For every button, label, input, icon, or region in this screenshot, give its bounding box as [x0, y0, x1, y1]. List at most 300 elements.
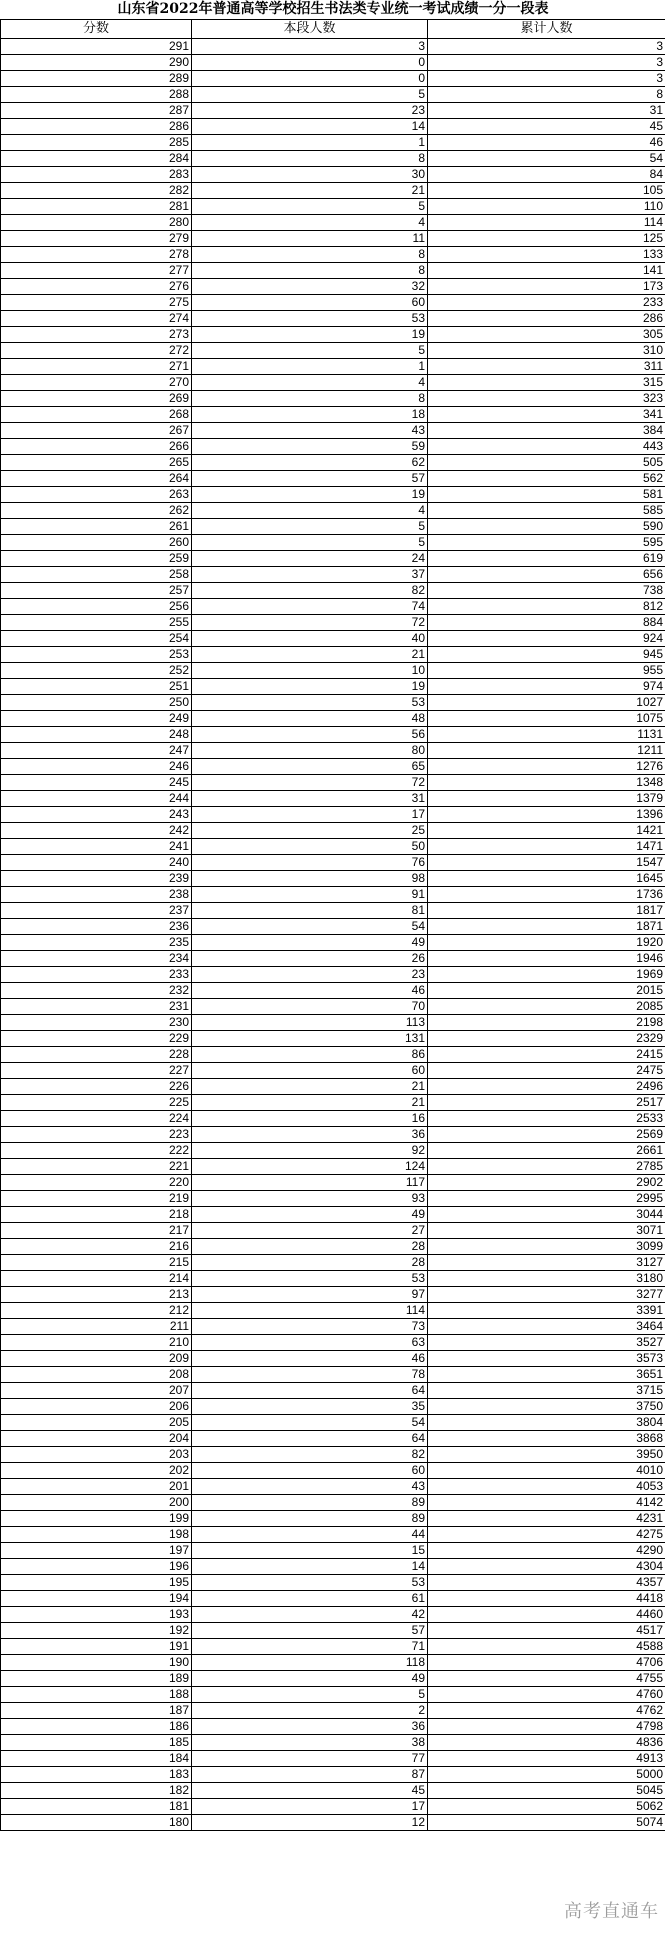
table-row	[1, 1015, 665, 1031]
cumulative-count-cell: 1396	[428, 807, 665, 823]
table-row	[1, 423, 665, 439]
segment-count-cell: 14	[192, 1559, 428, 1575]
score-cell: 183	[1, 1767, 192, 1783]
segment-count-cell: 45	[192, 1783, 428, 1799]
score-cell: 203	[1, 1447, 192, 1463]
cumulative-count-cell: 1969	[428, 967, 665, 983]
cumulative-count-cell: 4836	[428, 1735, 665, 1751]
segment-count-cell: 80	[192, 743, 428, 759]
segment-count-cell: 56	[192, 727, 428, 743]
table-row	[1, 1623, 665, 1639]
segment-count-cell: 12	[192, 1815, 428, 1831]
table-row	[1, 1175, 665, 1191]
cumulative-count-cell: 4275	[428, 1527, 665, 1543]
table-row	[1, 1703, 665, 1719]
segment-count-cell: 50	[192, 839, 428, 855]
score-cell: 236	[1, 919, 192, 935]
segment-count-cell: 25	[192, 823, 428, 839]
table-row	[1, 583, 665, 599]
cumulative-count-cell: 31	[428, 103, 665, 119]
segment-count-cell: 1	[192, 359, 428, 375]
cumulative-count-cell: 384	[428, 423, 665, 439]
table-row	[1, 839, 665, 855]
score-cell: 188	[1, 1687, 192, 1703]
cumulative-count-cell: 3044	[428, 1207, 665, 1223]
segment-count-cell: 92	[192, 1143, 428, 1159]
table-row	[1, 791, 665, 807]
cumulative-count-cell: 3573	[428, 1351, 665, 1367]
segment-count-cell: 4	[192, 375, 428, 391]
table-row	[1, 1191, 665, 1207]
segment-count-cell: 19	[192, 679, 428, 695]
table-row	[1, 375, 665, 391]
segment-count-cell: 28	[192, 1239, 428, 1255]
table-row	[1, 1527, 665, 1543]
score-cell: 262	[1, 503, 192, 519]
score-cell: 185	[1, 1735, 192, 1751]
table-row	[1, 487, 665, 503]
score-cell: 225	[1, 1095, 192, 1111]
cumulative-count-cell: 2085	[428, 999, 665, 1015]
cumulative-count-cell: 1547	[428, 855, 665, 871]
table-row	[1, 1639, 665, 1655]
cumulative-count-cell: 54	[428, 151, 665, 167]
cumulative-count-cell: 4053	[428, 1479, 665, 1495]
table-row	[1, 567, 665, 583]
cumulative-count-cell: 4798	[428, 1719, 665, 1735]
header-segment-count: 本段人数	[192, 20, 428, 39]
score-cell: 211	[1, 1319, 192, 1335]
score-cell: 228	[1, 1047, 192, 1063]
cumulative-count-cell: 3950	[428, 1447, 665, 1463]
segment-count-cell: 18	[192, 407, 428, 423]
table-row	[1, 551, 665, 567]
table-row	[1, 247, 665, 263]
score-cell: 272	[1, 343, 192, 359]
score-cell: 226	[1, 1079, 192, 1095]
cumulative-count-cell: 3750	[428, 1399, 665, 1415]
segment-count-cell: 97	[192, 1287, 428, 1303]
segment-count-cell: 42	[192, 1607, 428, 1623]
score-cell: 243	[1, 807, 192, 823]
segment-count-cell: 40	[192, 631, 428, 647]
cumulative-count-cell: 1027	[428, 695, 665, 711]
table-row	[1, 503, 665, 519]
table-row	[1, 1255, 665, 1271]
table-row	[1, 87, 665, 103]
score-cell: 280	[1, 215, 192, 231]
segment-count-cell: 86	[192, 1047, 428, 1063]
table-row	[1, 1591, 665, 1607]
cumulative-count-cell: 595	[428, 535, 665, 551]
table-row	[1, 1047, 665, 1063]
segment-count-cell: 4	[192, 503, 428, 519]
table-row	[1, 1543, 665, 1559]
cumulative-count-cell: 1871	[428, 919, 665, 935]
table-row	[1, 311, 665, 327]
cumulative-count-cell: 45	[428, 119, 665, 135]
segment-count-cell: 5	[192, 199, 428, 215]
score-cell: 200	[1, 1495, 192, 1511]
table-row	[1, 407, 665, 423]
cumulative-count-cell: 310	[428, 343, 665, 359]
table-row	[1, 1479, 665, 1495]
cumulative-count-cell: 286	[428, 311, 665, 327]
cumulative-count-cell: 1946	[428, 951, 665, 967]
score-cell: 233	[1, 967, 192, 983]
table-row	[1, 1335, 665, 1351]
table-row	[1, 1735, 665, 1751]
segment-count-cell: 37	[192, 567, 428, 583]
segment-count-cell: 5	[192, 519, 428, 535]
table-row	[1, 663, 665, 679]
score-cell: 221	[1, 1159, 192, 1175]
segment-count-cell: 70	[192, 999, 428, 1015]
table-row	[1, 1655, 665, 1671]
score-cell: 276	[1, 279, 192, 295]
table-row	[1, 871, 665, 887]
table-row	[1, 135, 665, 151]
table-row	[1, 55, 665, 71]
table-row	[1, 1063, 665, 1079]
segment-count-cell: 82	[192, 583, 428, 599]
cumulative-count-cell: 924	[428, 631, 665, 647]
cumulative-count-cell: 3	[428, 39, 665, 55]
segment-count-cell: 26	[192, 951, 428, 967]
score-cell: 241	[1, 839, 192, 855]
cumulative-count-cell: 1471	[428, 839, 665, 855]
segment-count-cell: 23	[192, 103, 428, 119]
score-cell: 215	[1, 1255, 192, 1271]
cumulative-count-cell: 4755	[428, 1671, 665, 1687]
title-row	[1, 0, 665, 20]
segment-count-cell: 62	[192, 455, 428, 471]
score-cell: 217	[1, 1223, 192, 1239]
segment-count-cell: 131	[192, 1031, 428, 1047]
table-row	[1, 183, 665, 199]
table-row	[1, 295, 665, 311]
segment-count-cell: 11	[192, 231, 428, 247]
cumulative-count-cell: 2995	[428, 1191, 665, 1207]
cumulative-count-cell: 5000	[428, 1767, 665, 1783]
table-title: 山东省2022年普通高等学校招生书法类专业统一考试成绩一分一段表	[117, 1, 549, 17]
table-row	[1, 1303, 665, 1319]
cumulative-count-cell: 84	[428, 167, 665, 183]
score-cell: 244	[1, 791, 192, 807]
score-cell: 230	[1, 1015, 192, 1031]
cumulative-count-cell: 3391	[428, 1303, 665, 1319]
segment-count-cell: 0	[192, 55, 428, 71]
cumulative-count-cell: 3651	[428, 1367, 665, 1383]
cumulative-count-cell: 1348	[428, 775, 665, 791]
table-row	[1, 1127, 665, 1143]
score-cell: 282	[1, 183, 192, 199]
cumulative-count-cell: 3527	[428, 1335, 665, 1351]
table-row	[1, 999, 665, 1015]
score-cell: 245	[1, 775, 192, 791]
table-row	[1, 1239, 665, 1255]
cumulative-count-cell: 2569	[428, 1127, 665, 1143]
score-cell: 210	[1, 1335, 192, 1351]
cumulative-count-cell: 4231	[428, 1511, 665, 1527]
table-row	[1, 39, 665, 55]
segment-count-cell: 30	[192, 167, 428, 183]
cumulative-count-cell: 738	[428, 583, 665, 599]
table-row	[1, 1159, 665, 1175]
score-cell: 250	[1, 695, 192, 711]
header-row	[1, 20, 665, 39]
score-cell: 249	[1, 711, 192, 727]
segment-count-cell: 46	[192, 983, 428, 999]
segment-count-cell: 93	[192, 1191, 428, 1207]
cumulative-count-cell: 2329	[428, 1031, 665, 1047]
table-row	[1, 439, 665, 455]
segment-count-cell: 32	[192, 279, 428, 295]
segment-count-cell: 49	[192, 1207, 428, 1223]
score-cell: 288	[1, 87, 192, 103]
cumulative-count-cell: 3804	[428, 1415, 665, 1431]
segment-count-cell: 35	[192, 1399, 428, 1415]
segment-count-cell: 2	[192, 1703, 428, 1719]
cumulative-count-cell: 884	[428, 615, 665, 631]
table-row	[1, 1399, 665, 1415]
table-row	[1, 343, 665, 359]
score-cell: 254	[1, 631, 192, 647]
segment-count-cell: 60	[192, 1463, 428, 1479]
score-cell: 251	[1, 679, 192, 695]
score-cell: 253	[1, 647, 192, 663]
cumulative-count-cell: 311	[428, 359, 665, 375]
cumulative-count-cell: 46	[428, 135, 665, 151]
score-cell: 242	[1, 823, 192, 839]
score-cell: 291	[1, 39, 192, 55]
segment-count-cell: 8	[192, 247, 428, 263]
score-cell: 259	[1, 551, 192, 567]
segment-count-cell: 21	[192, 1095, 428, 1111]
segment-count-cell: 24	[192, 551, 428, 567]
table-row	[1, 359, 665, 375]
score-cell: 256	[1, 599, 192, 615]
table-row	[1, 1799, 665, 1815]
segment-count-cell: 57	[192, 1623, 428, 1639]
table-row	[1, 823, 665, 839]
cumulative-count-cell: 505	[428, 455, 665, 471]
score-cell: 285	[1, 135, 192, 151]
cumulative-count-cell: 3	[428, 55, 665, 71]
table-row	[1, 1383, 665, 1399]
cumulative-count-cell: 3127	[428, 1255, 665, 1271]
score-cell: 284	[1, 151, 192, 167]
segment-count-cell: 49	[192, 935, 428, 951]
cumulative-count-cell: 4460	[428, 1607, 665, 1623]
segment-count-cell: 54	[192, 1415, 428, 1431]
score-cell: 274	[1, 311, 192, 327]
segment-count-cell: 64	[192, 1431, 428, 1447]
segment-count-cell: 124	[192, 1159, 428, 1175]
cumulative-count-cell: 4304	[428, 1559, 665, 1575]
table-row	[1, 1575, 665, 1591]
segment-count-cell: 43	[192, 1479, 428, 1495]
table-row	[1, 231, 665, 247]
score-cell: 212	[1, 1303, 192, 1319]
table-row	[1, 167, 665, 183]
score-cell: 207	[1, 1383, 192, 1399]
score-cell: 220	[1, 1175, 192, 1191]
header-score: 分数	[1, 20, 192, 39]
table-row	[1, 1767, 665, 1783]
table-row	[1, 1351, 665, 1367]
score-cell: 264	[1, 471, 192, 487]
score-cell: 187	[1, 1703, 192, 1719]
table-row	[1, 1815, 665, 1831]
table-row	[1, 119, 665, 135]
table-row	[1, 1607, 665, 1623]
score-table-body	[1, 0, 665, 1831]
score-cell: 193	[1, 1607, 192, 1623]
segment-count-cell: 8	[192, 391, 428, 407]
score-cell: 290	[1, 55, 192, 71]
table-row	[1, 903, 665, 919]
cumulative-count-cell: 4010	[428, 1463, 665, 1479]
score-cell: 232	[1, 983, 192, 999]
score-cell: 191	[1, 1639, 192, 1655]
segment-count-cell: 4	[192, 215, 428, 231]
score-cell: 283	[1, 167, 192, 183]
segment-count-cell: 21	[192, 183, 428, 199]
cumulative-count-cell: 5045	[428, 1783, 665, 1799]
segment-count-cell: 59	[192, 439, 428, 455]
cumulative-count-cell: 3868	[428, 1431, 665, 1447]
table-row	[1, 279, 665, 295]
table-row	[1, 631, 665, 647]
segment-count-cell: 1	[192, 135, 428, 151]
segment-count-cell: 17	[192, 807, 428, 823]
cumulative-count-cell: 8	[428, 87, 665, 103]
score-cell: 273	[1, 327, 192, 343]
table-row	[1, 919, 665, 935]
score-cell: 287	[1, 103, 192, 119]
score-cell: 279	[1, 231, 192, 247]
score-cell: 267	[1, 423, 192, 439]
table-row	[1, 1415, 665, 1431]
table-row	[1, 1111, 665, 1127]
score-cell: 184	[1, 1751, 192, 1767]
cumulative-count-cell: 619	[428, 551, 665, 567]
table-row	[1, 711, 665, 727]
table-row	[1, 727, 665, 743]
segment-count-cell: 8	[192, 151, 428, 167]
table-row	[1, 1687, 665, 1703]
segment-count-cell: 8	[192, 263, 428, 279]
cumulative-count-cell: 173	[428, 279, 665, 295]
score-cell: 194	[1, 1591, 192, 1607]
cumulative-count-cell: 4913	[428, 1751, 665, 1767]
segment-count-cell: 57	[192, 471, 428, 487]
score-cell: 229	[1, 1031, 192, 1047]
segment-count-cell: 91	[192, 887, 428, 903]
segment-count-cell: 49	[192, 1671, 428, 1687]
segment-count-cell: 54	[192, 919, 428, 935]
table-row	[1, 1095, 665, 1111]
cumulative-count-cell: 4517	[428, 1623, 665, 1639]
score-cell: 277	[1, 263, 192, 279]
score-cell: 182	[1, 1783, 192, 1799]
segment-count-cell: 38	[192, 1735, 428, 1751]
segment-count-cell: 114	[192, 1303, 428, 1319]
cumulative-count-cell: 4142	[428, 1495, 665, 1511]
table-row	[1, 1207, 665, 1223]
table-row	[1, 1447, 665, 1463]
table-row	[1, 199, 665, 215]
score-cell: 199	[1, 1511, 192, 1527]
score-cell: 252	[1, 663, 192, 679]
cumulative-count-cell: 585	[428, 503, 665, 519]
segment-count-cell: 78	[192, 1367, 428, 1383]
segment-count-cell: 19	[192, 327, 428, 343]
score-cell: 197	[1, 1543, 192, 1559]
cumulative-count-cell: 2475	[428, 1063, 665, 1079]
score-cell: 224	[1, 1111, 192, 1127]
table-row	[1, 759, 665, 775]
cumulative-count-cell: 315	[428, 375, 665, 391]
cumulative-count-cell: 3099	[428, 1239, 665, 1255]
score-cell: 186	[1, 1719, 192, 1735]
cumulative-count-cell: 305	[428, 327, 665, 343]
table-row	[1, 647, 665, 663]
segment-count-cell: 63	[192, 1335, 428, 1351]
table-row	[1, 1559, 665, 1575]
cumulative-count-cell: 4418	[428, 1591, 665, 1607]
cumulative-count-cell: 2785	[428, 1159, 665, 1175]
score-cell: 205	[1, 1415, 192, 1431]
score-cell: 289	[1, 71, 192, 87]
segment-count-cell: 61	[192, 1591, 428, 1607]
cumulative-count-cell: 114	[428, 215, 665, 231]
score-cell: 198	[1, 1527, 192, 1543]
header-cumulative-count: 累计人数	[428, 20, 665, 39]
segment-count-cell: 17	[192, 1799, 428, 1815]
table-row	[1, 1143, 665, 1159]
cumulative-count-cell: 105	[428, 183, 665, 199]
cumulative-count-cell: 1075	[428, 711, 665, 727]
cumulative-count-cell: 323	[428, 391, 665, 407]
cumulative-count-cell: 110	[428, 199, 665, 215]
table-row	[1, 1783, 665, 1799]
score-cell: 261	[1, 519, 192, 535]
segment-count-cell: 36	[192, 1719, 428, 1735]
cumulative-count-cell: 581	[428, 487, 665, 503]
table-row	[1, 1719, 665, 1735]
table-row	[1, 1079, 665, 1095]
table-row	[1, 327, 665, 343]
score-cell: 286	[1, 119, 192, 135]
segment-count-cell: 64	[192, 1383, 428, 1399]
score-cell: 257	[1, 583, 192, 599]
cumulative-count-cell: 2496	[428, 1079, 665, 1095]
score-cell: 206	[1, 1399, 192, 1415]
table-row	[1, 1431, 665, 1447]
table-row	[1, 1367, 665, 1383]
score-cell: 247	[1, 743, 192, 759]
segment-count-cell: 31	[192, 791, 428, 807]
table-row	[1, 1287, 665, 1303]
cumulative-count-cell: 233	[428, 295, 665, 311]
segment-count-cell: 82	[192, 1447, 428, 1463]
segment-count-cell: 117	[192, 1175, 428, 1191]
cumulative-count-cell: 1817	[428, 903, 665, 919]
cumulative-count-cell: 2198	[428, 1015, 665, 1031]
table-row	[1, 855, 665, 871]
